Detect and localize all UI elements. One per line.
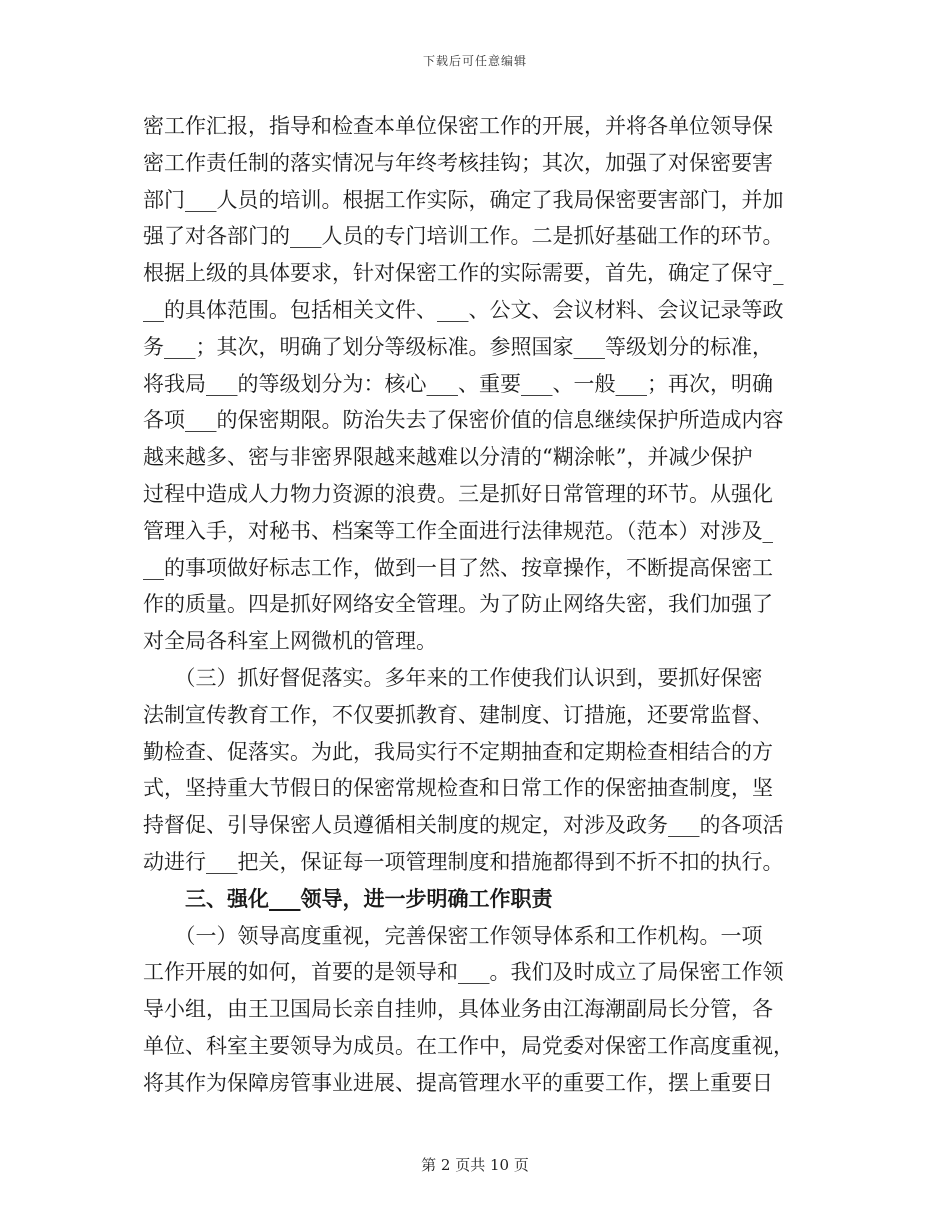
section-heading: 三、强化___领导，进一步明确工作职责 (143, 885, 553, 911)
body-line: 对全局各科室上网微机的管理。 (143, 629, 437, 654)
body-line: （一）领导高度重视，完善保密工作领导体系和工作机构。一项 (143, 923, 763, 948)
body-line: 导小组，由王卫国局长亲自挂帅，具体业务由江海潮副局长分管，各 (143, 997, 773, 1022)
body-line: 将其作为保障房管事业进展、提高管理水平的重要工作，摆上重要日 (143, 1070, 773, 1095)
body-line: 持督促、引导保密人员遵循相关制度的规定，对涉及政务___的各项活 (143, 813, 784, 838)
document-body (143, 108, 803, 1102)
body-line: 式，坚持重大节假日的保密常规检查和日常工作的保密抽查制度，坚 (143, 776, 773, 801)
body-line: 强了对各部门的___人员的专门培训工作。二是抓好基础工作的环节。 (143, 224, 784, 249)
body-line: 作的质量。四是抓好网络安全管理。为了防止网络失密，我们加强了 (143, 592, 773, 617)
body-line: 各项___的保密期限。防治失去了保密价值的信息继续保护所造成内容 (143, 408, 784, 433)
body-line: 管理入手，对秘书、档案等工作全面进行法律规范。（范本）对涉及_ (143, 518, 773, 543)
body-line: （三）抓好督促落实。多年来的工作使我们认识到，要抓好保密 (143, 665, 763, 690)
body-line: 工作开展的如何，首要的是领导和___。我们及时成立了局保密工作领 (143, 960, 784, 985)
body-line: 越来越多、密与非密界限越来越难以分清的“糊涂帐”，并减少保护 (143, 445, 753, 470)
body-line: 务___；其次，明确了划分等级标准。参照国家___等级划分的标准， (143, 334, 773, 359)
body-line: 勤检查、促落实。为此，我局实行不定期抽查和定期检查相结合的方 (143, 739, 773, 764)
body-line: 密工作汇报，指导和检查本单位保密工作的开展，并将各单位领导保 (143, 114, 773, 138)
body-line: 动进行___把关，保证每一项管理制度和措施都得到不折不扣的执行。 (143, 849, 784, 874)
body-line: 单位、科室主要领导为成员。在工作中，局党委对保密工作高度重视， (143, 1033, 794, 1058)
body-line: 过程中造成人力物力资源的浪费。三是抓好日常管理的环节。从强化 (143, 481, 773, 506)
body-line: 将我局___的等级划分为：核心___、重要___、一般___；再次，明确 (143, 371, 773, 396)
body-line: __的事项做好标志工作，做到一目了然、按章操作，不断提高保密工 (143, 555, 773, 580)
body-line: 根据上级的具体要求，针对保密工作的实际需要，首先，确定了保守_ (143, 261, 784, 286)
page-footer: 第 2 页共 10 页 (421, 1156, 529, 1174)
body-line: __的具体范围。包括相关文件、___、公文、会议材料、会议记录等政 (143, 297, 784, 322)
body-line: 法制宣传教育工作，不仅要抓教育、建制度、订措施，还要常监督、 (143, 702, 773, 727)
body-line: 部门___人员的培训。根据工作实际，确定了我局保密要害部门，并加 (143, 187, 784, 212)
page-header: 下载后可任意编辑 (422, 54, 527, 68)
body-line: 密工作责任制的落实情况与年终考核挂钩；其次，加强了对保密要害 (143, 150, 773, 175)
